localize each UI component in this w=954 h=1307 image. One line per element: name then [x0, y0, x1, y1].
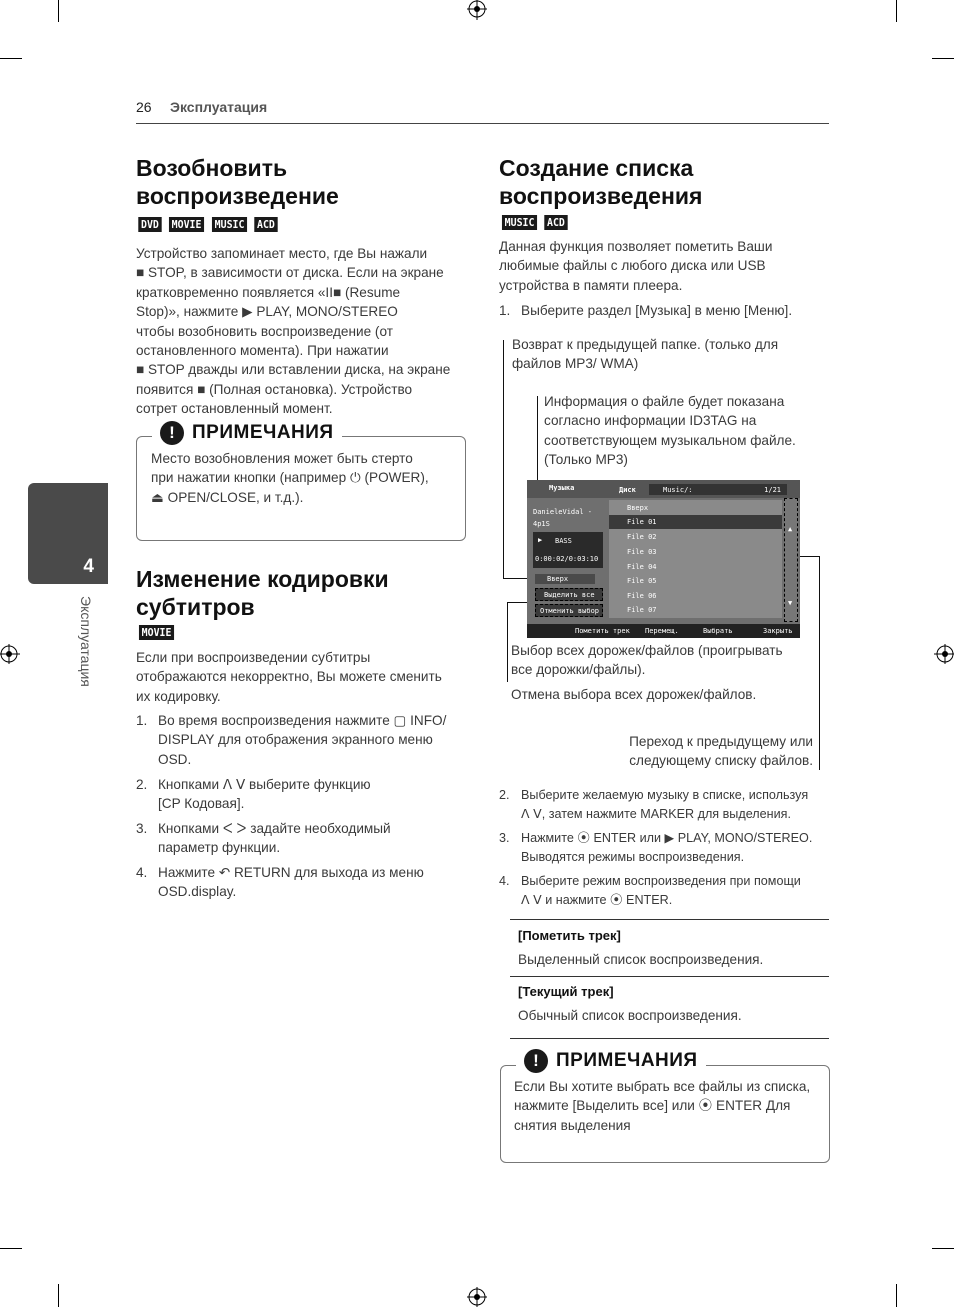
badge-dvd: DVD [138, 217, 161, 232]
badge-movie: MOVIE [139, 625, 174, 640]
subtitles-intro: Если при воспроизведении субтитры отображаются некорректно, Вы можете сменить их кодировку. [136, 650, 442, 704]
side-tab-number: 4 [83, 556, 94, 577]
note-text: Место возобновления может быть стерто при нажатии кнопки (например ⏻ (POWER), ⏏ OPEN/CLOSE, и т.д.). [151, 451, 429, 505]
file-row[interactable]: File 07 [627, 606, 657, 614]
crop-mark [58, 1284, 59, 1307]
file-row[interactable]: File 03 [627, 548, 657, 556]
screen-title: Музыка [549, 484, 575, 492]
modes-table [510, 919, 829, 1039]
list-item: 4. Выберите режим воспроизведения при помощи ᐱ ᐯ и нажмите ⦿ ENTER. [499, 874, 801, 908]
list-item: 1. Во время воспроизведения нажмите ▢ INFO/ DISPLAY для отображения экранного меню OSD. [136, 713, 447, 767]
list-item: 3. Нажмите ⦿ ENTER или ▶ PLAY, MONO/STEREO. Выводятся режимы воспроизведения. [499, 831, 813, 865]
crop-mark [58, 0, 59, 22]
registration-mark [465, 0, 489, 22]
leader-line [507, 602, 527, 603]
badge-music: MUSIC [502, 215, 537, 230]
leader-line [800, 556, 820, 557]
file-row[interactable]: File 01 [609, 515, 782, 529]
registration-mark [0, 642, 22, 666]
page-header [136, 99, 829, 124]
screen-select-all-button[interactable]: Выделить все [535, 588, 603, 601]
crop-mark [0, 1248, 22, 1249]
crop-mark [896, 0, 897, 22]
resume-title: Возобновить воспроизведение [136, 155, 339, 209]
registration-mark [465, 1285, 489, 1307]
callout-file-info: Информация о файле будет показана согласно информации ID3TAG на соответствующем музыкальном файле. (Только MP3) [544, 394, 796, 468]
callout-back-folder: Возврат к предыдущей папке. (только для файлов MP3/ WMA) [512, 337, 779, 372]
screen-file-list [609, 500, 782, 618]
music-menu-screenshot [527, 480, 800, 638]
list-item: 2. Кнопками ᐱ ᐯ выберите функцию [CP Кодовая]. [136, 777, 371, 812]
leader-line [507, 602, 508, 682]
callout-page-nav: Переход к предыдущему или следующему списку файлов. [629, 734, 813, 769]
play-icon: ▶ [538, 536, 543, 544]
file-row[interactable]: File 04 [627, 563, 657, 571]
playlist-title: Создание списка воспроизведения [499, 155, 703, 209]
file-row[interactable]: File 05 [627, 577, 657, 585]
leader-line [503, 340, 504, 578]
chevron-down-icon: ▼ [788, 599, 793, 607]
note-heading: ! ПРИМЕЧАНИЯ [152, 421, 342, 445]
badge-acd: ACD [254, 217, 277, 232]
mode-row: [Текущий трек] Обычный список воспроизведения. [518, 984, 742, 1023]
resume-text: Устройство запоминает место, где Вы нажали ■ STOP, в зависимости от диска. Если на экране кратковременно появляется «II■ (Resume Stop)», нажмите ▶ PLAY, MONO/STEREO чтобы возобновить воспроизведение (от остановленного момента). При нажатии ■ STOP дважды или вставлении диска, на экране появится ■ (Полная остановка). Устройство сотрет остановленный момент. [136, 246, 451, 417]
playlist-badges [500, 213, 573, 231]
crop-mark [0, 58, 22, 59]
screen-deselect-button[interactable]: Отменить выбор [535, 604, 603, 617]
screen-source: Диск [619, 486, 636, 494]
callout-deselect-all: Отмена выбора всех дорожек/файлов. [511, 687, 757, 702]
exclamation-icon: ! [524, 1049, 548, 1073]
file-row[interactable]: File 06 [627, 592, 657, 600]
screen-player: ▶ BASS 0:00:02/0:03:10 [533, 532, 603, 568]
badge-acd: ACD [544, 215, 567, 230]
list-item: 3. Кнопками ᐸ ᐳ задайте необходимый параметр функции. [136, 821, 391, 856]
page-number: 26 [136, 99, 152, 115]
screen-scrollbar[interactable] [784, 498, 798, 622]
screen-artist: DanieleVidal - [533, 508, 593, 516]
crop-mark [932, 1248, 954, 1249]
side-tab-label: Эксплуатация [78, 596, 94, 687]
note-text: Если Вы хотите выбрать все файлы из списка, нажмите [Выделить все] или ⦿ ENTER Для снятия выделения [514, 1079, 811, 1133]
badge-movie: MOVIE [169, 217, 204, 232]
note-heading: ! ПРИМЕЧАНИЯ [516, 1049, 706, 1073]
resume-badges [137, 215, 283, 233]
chevron-up-icon: ▲ [788, 525, 793, 533]
mode-row: [Пометить трек] Выделенный список воспроизведения. [510, 920, 829, 977]
section-title: Эксплуатация [170, 99, 268, 115]
list-item: 2. Выберите желаемую музыку в списке, используя ᐱ ᐯ, затем нажмите MARKER для выделения. [499, 788, 809, 822]
badge-music: MUSIC [212, 217, 247, 232]
screen-album: 4p1S [533, 520, 550, 528]
crop-mark [896, 1284, 897, 1307]
list-item: 1. Выберите раздел [Музыка] в меню [Меню]. [499, 303, 793, 318]
registration-mark [932, 642, 954, 666]
file-list-up[interactable]: Вверх [627, 504, 649, 512]
screen-path: Music/: 1/21 [649, 484, 787, 495]
list-item: 4. Нажмите ↶ RETURN для выхода из меню OSD.display. [136, 865, 424, 900]
screen-left-up[interactable]: Вверх [535, 574, 595, 584]
playlist-intro: Данная функция позволяет пометить Ваши любимые файлы с любого диска или USB устройства в памяти плеера. [499, 239, 773, 293]
side-tab [28, 483, 108, 584]
subtitles-title: Изменение кодировки субтитров [136, 566, 389, 620]
subtitles-badges [137, 623, 180, 641]
exclamation-icon: ! [160, 421, 184, 445]
screen-footer: Пометить трек Перемещ. Выбрать Закрыть [527, 624, 800, 638]
callout-select-all: Выбор всех дорожек/файлов (проигрывать все дорожки/файлы). [511, 643, 783, 678]
crop-mark [932, 58, 954, 59]
file-row[interactable]: File 02 [627, 533, 657, 541]
